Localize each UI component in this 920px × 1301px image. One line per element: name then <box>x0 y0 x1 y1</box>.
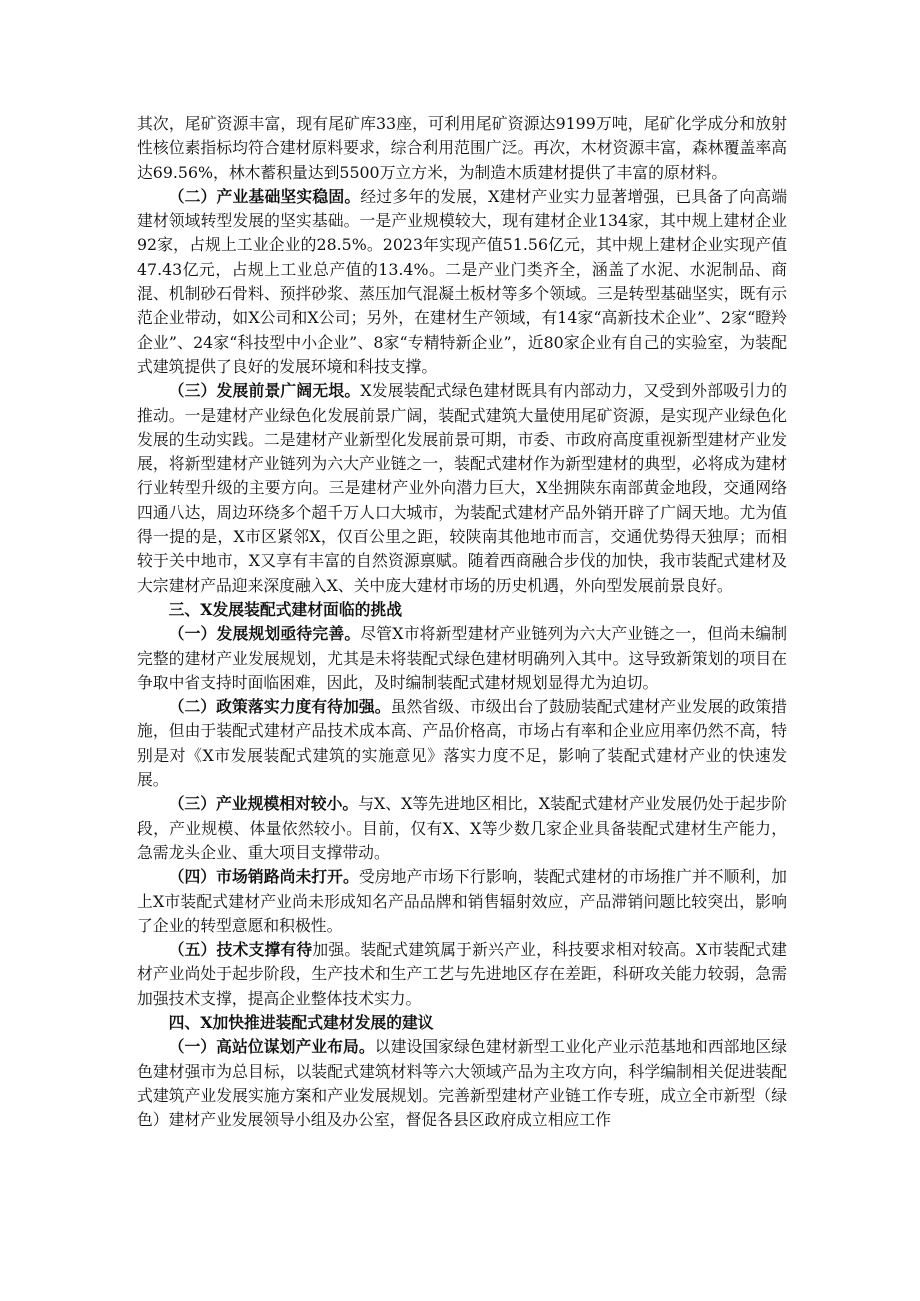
paragraph-lead: （一）高站位谋划产业布局。 <box>168 1037 375 1057</box>
paragraph-scale <box>137 792 787 865</box>
section-heading-suggestions: 四、X加快推进装配式建材发展的建议 <box>168 1012 434 1032</box>
paragraph-text: 受房地产市场下行影响，装配式建材的市场推广并不顺利，加上X市装配式建材产业尚未形成知名产品品牌和销售辐射效应，产品滞销问题比较突出，影响了企业的转型意愿和积极性。 <box>137 867 787 935</box>
paragraph-policy <box>137 695 787 792</box>
paragraph-resources <box>137 112 787 185</box>
paragraph-lead: （四）市场销路尚未打开。 <box>168 867 359 887</box>
paragraph-planning <box>137 622 787 695</box>
paragraph-lead: （三）发展前景广阔无垠。 <box>168 381 361 401</box>
paragraph-lead: （二）政策落实力度有待加强。 <box>168 697 391 717</box>
paragraph-text: 虽然省级、市级出台了鼓励装配式建材产业发展的政策措施，但由于装配式建材产品技术成本高、产品价格高，市场占有率和企业应用率仍然不高，特别是对《X市发展装配式建筑的实施意见》落实力度不足，影响了装配式建材产业的快速发展。 <box>137 697 787 790</box>
paragraph-layout-planning <box>137 1035 787 1132</box>
paragraph-text: 其次，尾矿资源丰富，现有尾矿库33座，可利用尾矿资源达9199万吨，尾矿化学成分和放射性核位素指标均符合建材原料要求，综合利用范围广泛。再次，木材资源丰富，森林覆盖率高达69.56%，林木蓄积量达到5500万立方米，为制造木质建材提供了丰富的原材料。 <box>137 114 787 182</box>
paragraph-development-prospect <box>137 379 787 598</box>
paragraph-industry-foundation <box>137 185 787 379</box>
paragraph-lead: （五）技术支撑有待 <box>168 940 313 960</box>
paragraph-text: 经过多年的发展，X建材产业实力显著增强，已具备了向高端建材领域转型发展的坚实基础。一是产业规模较大，现有建材企业134家，其中规上建材企业92家，占规上工业企业的28.5%。2023年实现产值51.56亿元，其中规上建材企业实现产值47.43亿元，占规上工业总产值的13.4%。二是产业门类齐全，涵盖了水泥、水泥制品、商混、机制砂石骨料、预拌砂浆、蒸压加气混凝土板材等多个领域。三是转型基础坚实，既有示范企业带动，如X公司和X公司；另外，在建材生产领域，有14家“高新技术企业”、2家“瞪羚企业”、24家“科技型中小企业”、8家“专精特新企业”，近80家企业有自己的实验室，为装配式建筑提供了良好的发展环境和科技支撑。 <box>137 186 787 376</box>
paragraph-lead: （三）产业规模相对较小。 <box>168 794 359 814</box>
paragraph-text: 以建设国家绿色建材新型工业化产业示范基地和西部地区绿色建材强市为总目标，以装配式建筑材料等六大领域产品为主攻方向，科学编制相关促进装配式建筑产业发展实施方案和产业发展规划。完善新型建材产业链工作专班，成立全市新型（绿色）建材产业发展领导小组及办公室，督促各县区政府成立相应工作 <box>137 1037 787 1130</box>
paragraph-text: 加强。装配式建筑属于新兴产业，科技要求相对较高。X市装配式建材产业尚处于起步阶段，生产技术和生产工艺与先进地区存在差距，科研攻关能力较弱，急需加强技术支撑，提高企业整体技术实力。 <box>137 940 787 1008</box>
paragraph-text: X发展装配式绿色建材既具有内部动力，又受到外部吸引力的推动。一是建材产业绿色化发展前景广阔，装配式建筑大量使用尾矿资源，是实现产业绿色化发展的生动实践。二是建材产业新型化发展前景可期，市委、市政府高度重视新型建材产业发展，将新型建材产业链列为六大产业链之一，装配式建材作为新型建材的典型，必将成为建材行业转型升级的主要方向。三是建材产业外向潜力巨大，X坐拥陕东南部黄金地段，交通网络四通八达，周边环绕多个超千万人口大城市，为装配式建材产品外销开辟了广阔天地。尤为值得一提的是，X市区紧邻X，仅百公里之距，较陕南其他地市而言，交通优势得天独厚；而相较于关中地市，X又享有丰富的自然资源禀赋。随着西商融合步伐的加快，我市装配式建材及大宗建材产品迎来深度融入X、关中庞大建材市场的历史机遇，外向型发展前景良好。 <box>137 381 787 595</box>
paragraph-technology <box>137 938 787 1011</box>
paragraph-text: 尽管X市将新型建材产业链列为六大产业链之一，但尚未编制完整的建材产业发展规划，尤其是未将装配式绿色建材明确列入其中。这导致新策划的项目在争取中省支持时面临困难，因此，及时编制装配式建材规划显得尤为迫切。 <box>137 624 787 692</box>
paragraph-text: 与X、X等先进地区相比，X装配式建材产业发展仍处于起步阶段，产业规模、体量依然较小。目前，仅有X、X等少数几家企业具备装配式建材生产能力，急需龙头企业、重大项目支撑带动。 <box>137 794 787 862</box>
paragraph-lead: （一）发展规划亟待完善。 <box>168 624 361 644</box>
paragraph-market <box>137 865 787 938</box>
section-heading-challenges: 三、X发展装配式建材面临的挑战 <box>168 599 403 619</box>
document-page <box>137 112 787 1132</box>
paragraph-lead: （二）产业基础坚实稳固。 <box>168 186 361 206</box>
